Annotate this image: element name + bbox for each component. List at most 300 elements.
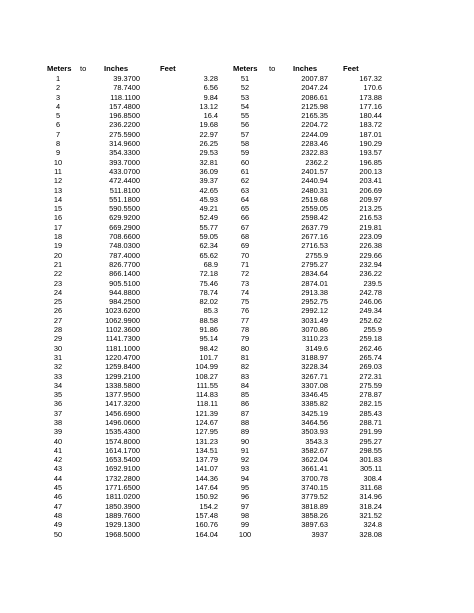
feet-cell: 59.05: [199, 232, 218, 242]
meters-cell: 42: [53, 455, 63, 465]
meters-cell: 89: [240, 427, 250, 437]
meters-cell: 85: [240, 390, 250, 400]
meters-header: Meters: [233, 64, 258, 73]
inches-cell: 2047.24: [301, 83, 328, 93]
meters-cell: 46: [53, 492, 63, 502]
inches-cell: 2677.16: [301, 232, 328, 242]
meters-cell: 100: [238, 529, 252, 539]
inches-cell: 1023.6200: [105, 306, 140, 316]
meters-cell: 74: [240, 287, 250, 297]
inches-cell: 748.0300: [109, 241, 140, 251]
meters-cell: 10: [53, 157, 63, 167]
meters-cell: 54: [240, 101, 250, 111]
meters-cell: 18: [53, 232, 63, 242]
feet-cell: 75.46: [199, 278, 218, 288]
inches-cell: 1850.3900: [105, 501, 140, 511]
feet-cell: 82.02: [199, 297, 218, 307]
feet-cell: 55.77: [199, 222, 218, 232]
feet-cell: 164.04: [195, 529, 218, 539]
inches-cell: 1417.3200: [105, 399, 140, 409]
feet-cell: 219.81: [359, 222, 382, 232]
feet-cell: 249.34: [359, 306, 382, 316]
meters-cell: 34: [53, 380, 63, 390]
feet-cell: 85.3: [203, 306, 218, 316]
feet-cell: 26.25: [199, 139, 218, 149]
inches-cell: 944.8800: [109, 287, 140, 297]
inches-cell: 3464.56: [301, 417, 328, 427]
feet-cell: 259.18: [359, 334, 382, 344]
meters-cell: 16: [53, 213, 63, 223]
feet-cell: 147.64: [195, 483, 218, 493]
feet-cell: 209.97: [359, 194, 382, 204]
feet-cell: 282.15: [359, 399, 382, 409]
inches-header: Inches: [104, 64, 129, 73]
feet-cell: 157.48: [195, 510, 218, 520]
meters-cell: 57: [240, 129, 250, 139]
feet-cell: 131.23: [195, 436, 218, 446]
meters-cell: 26: [53, 306, 63, 316]
feet-cell: 305.11: [359, 464, 382, 474]
feet-cell: 98.42: [199, 343, 218, 353]
feet-cell: 32.81: [199, 157, 218, 167]
inches-cell: 551.1800: [109, 194, 140, 204]
meters-cell: 83: [240, 371, 250, 381]
feet-cell: 45.93: [199, 194, 218, 204]
inches-cell: 433.0700: [109, 166, 140, 176]
meters-cell: 51: [240, 74, 250, 83]
meters-cell: 44: [53, 473, 63, 483]
meters-cell: 65: [240, 204, 250, 214]
feet-cell: 68.9: [203, 259, 218, 269]
feet-cell: 232.94: [359, 259, 382, 269]
meters-cell: 27: [53, 315, 63, 325]
meters-cell: 3: [55, 92, 61, 102]
meters-cell: 39: [53, 427, 63, 437]
meters-cell: 37: [53, 408, 63, 418]
meters-cell: 69: [240, 241, 250, 251]
inches-cell: 3307.08: [301, 380, 328, 390]
feet-header: Feet: [160, 64, 176, 73]
feet-cell: 42.65: [199, 185, 218, 195]
meters-cell: 90: [240, 436, 250, 446]
inches-cell: 1929.1300: [105, 520, 140, 530]
feet-cell: 265.74: [359, 352, 382, 362]
feet-cell: 311.68: [359, 483, 382, 493]
meters-cell: 53: [240, 92, 250, 102]
feet-cell: 160.76: [195, 520, 218, 530]
meters-cell: 45: [53, 483, 63, 493]
inches-cell: 3779.52: [301, 492, 328, 502]
meters-cell: 36: [53, 399, 63, 409]
inches-cell: 236.2200: [109, 120, 140, 130]
meters-cell: 32: [53, 362, 63, 372]
meters-cell: 95: [240, 483, 250, 493]
feet-cell: 154.2: [199, 501, 218, 511]
inches-cell: 78.7400: [113, 83, 140, 93]
feet-cell: 206.69: [359, 185, 382, 195]
inches-cell: 669.2900: [109, 222, 140, 232]
inches-cell: 3188.97: [301, 352, 328, 362]
meters-cell: 41: [53, 445, 63, 455]
meters-cell: 20: [53, 250, 63, 260]
inches-cell: 2204.72: [301, 120, 328, 130]
meters-cell: 38: [53, 417, 63, 427]
meters-cell: 28: [53, 325, 63, 335]
feet-cell: 101.7: [199, 352, 218, 362]
meters-cell: 50: [53, 529, 63, 539]
inches-cell: 2362.2: [305, 157, 328, 167]
feet-cell: 255.9: [363, 325, 382, 335]
meters-cell: 8: [55, 139, 61, 149]
meters-cell: 70: [240, 250, 250, 260]
meters-cell: 55: [240, 111, 250, 121]
inches-cell: 787.4000: [109, 250, 140, 260]
inches-cell: 2598.42: [301, 213, 328, 223]
feet-cell: 108.27: [195, 371, 218, 381]
meters-cell: 24: [53, 287, 63, 297]
inches-cell: 2952.75: [301, 297, 328, 307]
meters-cell: 4: [55, 101, 61, 111]
meters-cell: 82: [240, 362, 250, 372]
inches-cell: 708.6600: [109, 232, 140, 242]
inches-cell: 393.7000: [109, 157, 140, 167]
meters-cell: 63: [240, 185, 250, 195]
inches-cell: 3031.49: [301, 315, 328, 325]
feet-cell: 88.58: [199, 315, 218, 325]
meters-cell: 86: [240, 399, 250, 409]
feet-cell: 278.87: [359, 390, 382, 400]
feet-cell: 324.8: [363, 520, 382, 530]
inches-cell: 866.1400: [109, 269, 140, 279]
meters-cell: 80: [240, 343, 250, 353]
inches-cell: 2519.68: [301, 194, 328, 204]
meters-cell: 15: [53, 204, 63, 214]
inches-cell: 2086.61: [301, 92, 328, 102]
meters-cell: 88: [240, 417, 250, 427]
inches-cell: 157.4800: [109, 101, 140, 111]
inches-cell: 1811.0200: [105, 492, 140, 502]
meters-cell: 30: [53, 343, 63, 353]
feet-cell: 9.84: [203, 92, 218, 102]
inches-cell: 2283.46: [301, 139, 328, 149]
feet-cell: 252.62: [359, 315, 382, 325]
inches-cell: 3937: [311, 529, 328, 539]
inches-cell: 3622.04: [301, 455, 328, 465]
meters-cell: 2: [55, 83, 61, 93]
meters-cell: 71: [240, 259, 250, 269]
feet-cell: 114.83: [195, 390, 218, 400]
meters-cell: 6: [55, 120, 61, 130]
meters-cell: 49: [53, 520, 63, 530]
feet-cell: 13.12: [199, 101, 218, 111]
inches-cell: 39.3700: [113, 74, 140, 83]
feet-cell: 314.96: [359, 492, 382, 502]
inches-cell: 1259.8400: [105, 362, 140, 372]
meters-cell: 12: [53, 176, 63, 186]
feet-cell: 321.52: [359, 510, 382, 520]
feet-cell: 183.72: [359, 120, 382, 130]
inches-cell: 2755.9: [305, 250, 328, 260]
inches-cell: 826.7700: [109, 259, 140, 269]
feet-cell: 295.27: [359, 436, 382, 446]
meters-cell: 33: [53, 371, 63, 381]
meters-cell: 68: [240, 232, 250, 242]
inches-cell: 2834.64: [301, 269, 328, 279]
meters-cell: 84: [240, 380, 250, 390]
feet-cell: 16.4: [203, 111, 218, 121]
inches-cell: 2165.35: [301, 111, 328, 121]
feet-cell: 118.11: [196, 399, 218, 409]
feet-cell: 36.09: [199, 166, 218, 176]
feet-cell: 328.08: [359, 529, 382, 539]
inches-cell: 275.5900: [109, 129, 140, 139]
meters-cell: 94: [240, 473, 250, 483]
inches-cell: 1456.6900: [105, 408, 140, 418]
feet-cell: 262.46: [359, 343, 382, 353]
meters-cell: 79: [240, 334, 250, 344]
feet-cell: 229.66: [359, 250, 382, 260]
meters-cell: 14: [53, 194, 63, 204]
meters-cell: 93: [240, 464, 250, 474]
meters-cell: 92: [240, 455, 250, 465]
feet-cell: 144.36: [195, 473, 218, 483]
inches-cell: 1062.9900: [105, 315, 140, 325]
inches-cell: 1574.8000: [105, 436, 140, 446]
meters-cell: 64: [240, 194, 250, 204]
inches-cell: 1732.2800: [105, 473, 140, 483]
feet-cell: 242.78: [359, 287, 382, 297]
feet-cell: 134.51: [195, 445, 218, 455]
meters-cell: 31: [53, 352, 63, 362]
feet-cell: 190.29: [359, 139, 382, 149]
feet-cell: 193.57: [359, 148, 382, 158]
inches-cell: 3228.34: [301, 362, 328, 372]
feet-cell: 62.34: [199, 241, 218, 251]
feet-cell: 196.85: [359, 157, 382, 167]
inches-cell: 905.5100: [109, 278, 140, 288]
inches-cell: 1535.4300: [105, 427, 140, 437]
feet-cell: 187.01: [359, 129, 382, 139]
inches-cell: 2125.98: [301, 101, 328, 111]
meters-cell: 67: [240, 222, 250, 232]
feet-cell: 141.07: [195, 464, 218, 474]
feet-cell: 49.21: [199, 204, 218, 214]
inches-cell: 2874.01: [301, 278, 328, 288]
inches-cell: 1102.3600: [105, 325, 140, 335]
inches-cell: 3700.78: [301, 473, 328, 483]
meters-cell: 58: [240, 139, 250, 149]
feet-cell: 275.59: [359, 380, 382, 390]
feet-cell: 6.56: [203, 83, 218, 93]
meters-cell: 76: [240, 306, 250, 316]
feet-cell: 173.88: [359, 92, 382, 102]
inches-cell: 2480.31: [301, 185, 328, 195]
meters-cell: 17: [53, 222, 63, 232]
meters-cell: 47: [53, 501, 63, 511]
inches-cell: 2559.05: [301, 204, 328, 214]
meters-cell: 60: [240, 157, 250, 167]
meters-cell: 25: [53, 297, 63, 307]
feet-cell: 95.14: [199, 334, 218, 344]
feet-cell: 137.79: [195, 455, 218, 465]
feet-cell: 203.41: [359, 176, 382, 186]
feet-cell: 91.86: [199, 325, 218, 335]
meters-cell: 59: [240, 148, 250, 158]
feet-cell: 291.99: [359, 427, 382, 437]
meters-cell: 35: [53, 390, 63, 400]
inches-cell: 2322.83: [301, 148, 328, 158]
feet-header: Feet: [343, 64, 359, 73]
inches-cell: 1299.2100: [105, 371, 140, 381]
feet-cell: 226.38: [359, 241, 382, 251]
feet-cell: 127.95: [195, 427, 218, 437]
feet-cell: 19.68: [199, 120, 218, 130]
feet-cell: 3.28: [203, 74, 218, 83]
feet-cell: 111.55: [196, 380, 218, 390]
inches-header: Inches: [293, 64, 318, 73]
inches-cell: 3346.45: [301, 390, 328, 400]
inches-cell: 3267.71: [301, 371, 328, 381]
meters-cell: 21: [53, 259, 63, 269]
inches-cell: 3818.89: [301, 501, 328, 511]
inches-cell: 3070.86: [301, 325, 328, 335]
inches-cell: 1614.1700: [105, 445, 140, 455]
meters-cell: 91: [240, 445, 250, 455]
feet-cell: 150.92: [195, 492, 218, 502]
meters-cell: 22: [53, 269, 63, 279]
meters-cell: 61: [240, 166, 250, 176]
inches-cell: 354.3300: [109, 148, 140, 158]
meters-cell: 23: [53, 278, 63, 288]
inches-cell: 1181.1000: [105, 343, 140, 353]
feet-cell: 318.24: [359, 501, 382, 511]
feet-cell: 104.99: [195, 362, 218, 372]
inches-cell: 1771.6500: [105, 483, 140, 493]
meters-cell: 75: [240, 297, 250, 307]
inches-cell: 1141.7300: [105, 334, 140, 344]
meters-cell: 73: [240, 278, 250, 288]
meters-cell: 62: [240, 176, 250, 186]
inches-cell: 511.8100: [109, 185, 140, 195]
inches-cell: 196.8500: [109, 111, 140, 121]
feet-cell: 52.49: [199, 213, 218, 223]
inches-cell: 2637.79: [301, 222, 328, 232]
feet-cell: 236.22: [359, 269, 382, 279]
meters-cell: 13: [53, 185, 63, 195]
inches-cell: 590.5500: [109, 204, 140, 214]
inches-cell: 1220.4700: [105, 352, 140, 362]
feet-cell: 213.25: [359, 204, 382, 214]
feet-cell: 78.74: [199, 287, 218, 297]
inches-cell: 2440.94: [301, 176, 328, 186]
inches-cell: 3425.19: [301, 408, 328, 418]
feet-cell: 308.4: [363, 473, 382, 483]
meters-cell: 52: [240, 83, 250, 93]
meters-cell: 5: [55, 111, 61, 121]
inches-cell: 314.9600: [109, 139, 140, 149]
feet-cell: 246.06: [359, 297, 382, 307]
inches-cell: 1692.9100: [105, 464, 140, 474]
feet-cell: 223.09: [359, 232, 382, 242]
feet-cell: 216.53: [359, 213, 382, 223]
inches-cell: 2401.57: [301, 166, 328, 176]
inches-cell: 1653.5400: [105, 455, 140, 465]
feet-cell: 272.31: [359, 371, 382, 381]
inches-cell: 118.1100: [110, 92, 140, 102]
inches-cell: 3149.6: [305, 343, 328, 353]
meters-cell: 98: [240, 510, 250, 520]
meters-cell: 72: [240, 269, 250, 279]
feet-cell: 29.53: [199, 148, 218, 158]
feet-cell: 298.55: [359, 445, 382, 455]
inches-cell: 2913.38: [301, 287, 328, 297]
inches-cell: 3661.41: [301, 464, 328, 474]
feet-cell: 288.71: [359, 417, 382, 427]
meters-cell: 40: [53, 436, 63, 446]
inches-cell: 3503.93: [301, 427, 328, 437]
inches-cell: 2716.53: [301, 241, 328, 251]
feet-cell: 65.62: [199, 250, 218, 260]
inches-cell: 2007.87: [301, 74, 328, 83]
meters-cell: 11: [54, 166, 62, 176]
inches-cell: 984.2500: [109, 297, 140, 307]
inches-cell: 1338.5800: [105, 380, 140, 390]
meters-cell: 56: [240, 120, 250, 130]
inches-cell: 3582.67: [301, 445, 328, 455]
inches-cell: 2244.09: [301, 129, 328, 139]
feet-cell: 269.03: [359, 362, 382, 372]
inches-cell: 3110.23: [301, 334, 328, 344]
feet-cell: 124.67: [195, 417, 218, 427]
meters-cell: 66: [240, 213, 250, 223]
inches-cell: 1968.5000: [105, 529, 140, 539]
feet-cell: 177.16: [359, 101, 382, 111]
feet-cell: 170.6: [363, 83, 382, 93]
meters-cell: 99: [240, 520, 250, 530]
inches-cell: 3543.3: [305, 436, 328, 446]
meters-cell: 1: [55, 74, 61, 83]
feet-cell: 39.37: [199, 176, 218, 186]
inches-cell: 629.9200: [109, 213, 140, 223]
meters-cell: 29: [53, 334, 63, 344]
inches-cell: 472.4400: [109, 176, 140, 186]
inches-cell: 1889.7600: [105, 510, 140, 520]
meters-cell: 81: [240, 352, 250, 362]
inches-cell: 3385.82: [301, 399, 328, 409]
inches-cell: 3740.15: [301, 483, 328, 493]
meters-cell: 48: [53, 510, 63, 520]
feet-cell: 167.32: [359, 74, 382, 83]
meters-cell: 97: [240, 501, 250, 511]
feet-cell: 285.43: [359, 408, 382, 418]
inches-cell: 1377.9500: [105, 390, 140, 400]
inches-cell: 2795.27: [301, 259, 328, 269]
meters-header: Meters: [47, 64, 72, 73]
inches-cell: 3858.26: [301, 510, 328, 520]
to-header: to: [269, 64, 276, 73]
meters-cell: 9: [55, 148, 61, 158]
inches-cell: 3897.63: [301, 520, 328, 530]
meters-cell: 77: [240, 315, 250, 325]
meters-cell: 7: [55, 129, 61, 139]
feet-cell: 301.83: [359, 455, 382, 465]
meters-cell: 87: [240, 408, 250, 418]
feet-cell: 239.5: [363, 278, 382, 288]
feet-cell: 180.44: [359, 111, 382, 121]
meters-cell: 78: [240, 325, 250, 335]
feet-cell: 200.13: [359, 166, 382, 176]
feet-cell: 22.97: [199, 129, 218, 139]
